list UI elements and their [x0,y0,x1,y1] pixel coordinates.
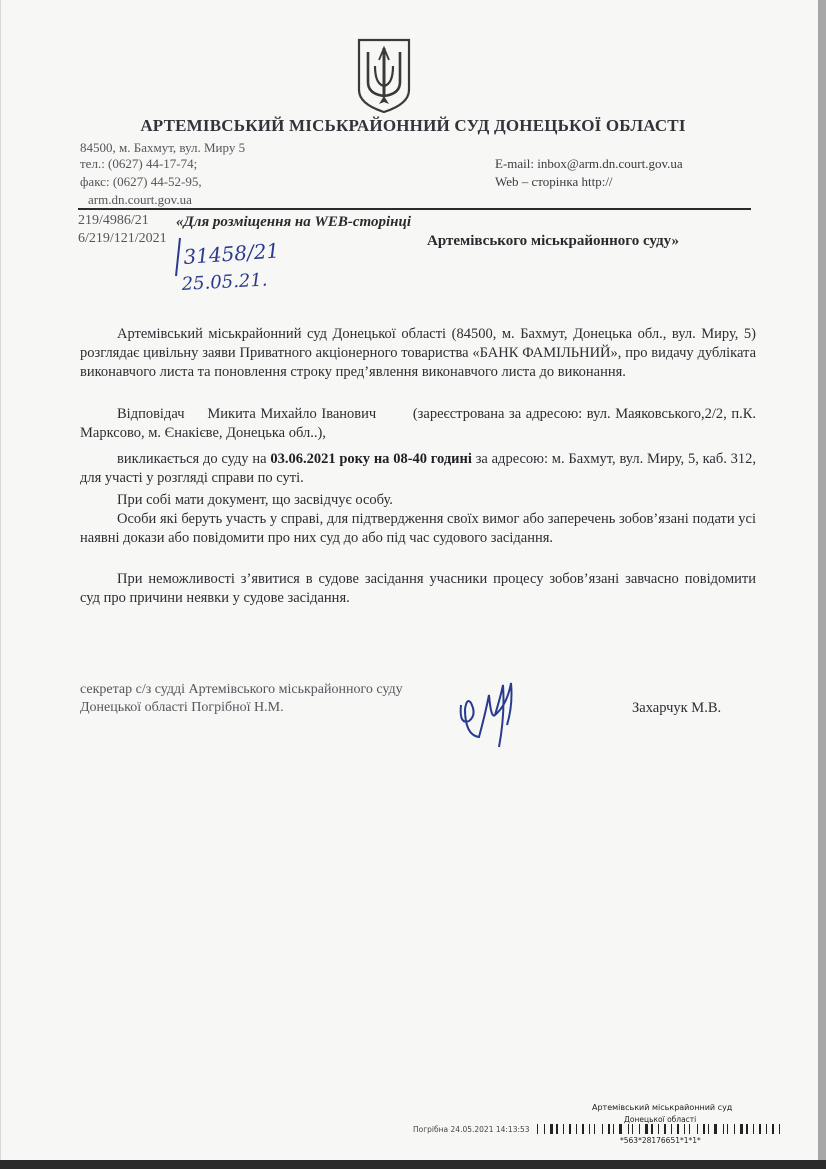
barcode-bar [740,1124,743,1134]
header-divider [78,208,751,210]
web-publication-note: «Для розміщення на WEB-сторінці [176,214,411,230]
web-publication-note-court: Артемівського міськрайонного суду» [427,233,679,249]
barcode-bar [664,1124,666,1134]
court-email: E-mail: inbox@arm.dn.court.gov.ua [495,156,683,171]
court-fax: факс: (0627) 44-52-95, [80,174,202,189]
registry-stamp-court: Артемівський міськрайонний суд [592,1103,733,1112]
barcode-bar [632,1124,633,1134]
registry-stamp-region: Донецької області [624,1115,697,1124]
registry-stamp-meta: Погрібна 24.05.2021 14:13:53 [413,1125,530,1134]
barcode-bar [589,1124,590,1134]
scan-edge-right [818,0,826,1169]
barcode-bar [582,1124,584,1134]
handwritten-number: 31458/21 [182,238,280,269]
barcode-bar [727,1124,728,1134]
paragraph-summons [80,450,756,488]
handwritten-signature-icon [455,675,525,755]
summons-text-start: викликається до суду на [117,451,271,467]
barcode-bar [556,1124,558,1134]
court-title: АРТЕМІВСЬКИЙ МІСЬКРАЙОННИЙ СУД ДОНЕЦЬКОЇ ОБЛАСТІ [140,116,686,135]
barcode-bar [569,1124,571,1134]
secretary-line-2: Донецької області Погрібної Н.М. [80,700,284,715]
signer-name: Захарчук М.В. [632,700,722,716]
barcode-bar [628,1124,629,1134]
barcode-bar [772,1124,774,1134]
barcode-bar [651,1124,653,1134]
proceeding-number: 6/219/121/2021 [78,231,167,246]
barcode-bar [723,1124,724,1134]
paragraph-respondent [80,405,756,443]
barcode-bar [746,1124,748,1134]
barcode-bar [594,1124,595,1134]
barcode-bar [714,1124,717,1134]
trident-emblem-icon [355,38,413,114]
scan-edge-left [0,0,1,1169]
barcode-bar [645,1124,648,1134]
paragraph-evidence: Особи які беруть участь у справі, для підтвердження своїх вимог або заперечень зобов’язані подати усі наявні докази або повідомити про них суд до або під час судового засідання. [80,511,756,546]
barcode-bar [684,1124,685,1134]
respondent-address: (зареєстрована за адресою: вул. Маяковського,2/2, п.К. Марксово, м. Єнакієве, Донецька обл..), [80,406,756,441]
barcode-bar [677,1124,679,1134]
registry-stamp-code: *563*28176651*1*1* [620,1136,701,1145]
barcode-bar [766,1124,767,1134]
barcode-bar [602,1124,603,1134]
secretary-line: секретар с/з судді Артемівського міськрайонного суду [80,682,403,697]
barcode-bar [544,1124,545,1134]
barcode-bar [576,1124,577,1134]
barcode-bar [734,1124,735,1134]
court-web: Web – сторінка http:// [495,174,613,189]
handwritten-date: 25.05.21. [181,269,269,295]
barcode-bar [550,1124,553,1134]
paragraph-case-description: Артемівський міськрайонний суд Донецької області (84500, м. Бахмут, Донецька обл., вул. Миру, 5) розглядає цивільну заяви Приватного акціонерного товариства «БАНК ФАМІЛЬНИЙ», про видачу дубліката виконавчого листа та поновлення строку пред’явлення виконавчого листа до виконання. [80,326,756,380]
court-site: arm.dn.court.gov.ua [88,192,192,207]
barcode-bar [689,1124,690,1134]
barcode-bar [608,1124,610,1134]
paragraph-absence: При неможливості з’явитися в судове засідання учасники процесу зобов’язані завчасно повідомити суд про причини неявки у судове засідання. [80,571,756,606]
barcode-bar [697,1124,698,1134]
court-phone: тел.: (0627) 44-17-74; [80,156,198,171]
barcode-bar [779,1124,780,1134]
barcode-bar [613,1124,614,1134]
case-number: 219/4986/21 [78,213,149,228]
barcode-bar [671,1124,672,1134]
barcode-bar [563,1124,564,1134]
barcode-bar [639,1124,640,1134]
barcode-icon [537,1124,781,1134]
respondent-name: Микита Михайло Іванович [207,406,377,422]
barcode-bar [658,1124,659,1134]
paragraph-id-document: При собі мати документ, що засвідчує особу. [117,492,393,508]
barcode-bar [703,1124,705,1134]
court-address: 84500, м. Бахмут, вул. Миру 5 [80,140,246,155]
scan-edge-bottom [0,1160,826,1169]
handwritten-registration [170,236,290,296]
barcode-bar [708,1124,709,1134]
summons-text-end: за адресою: м. Бахмут, вул. Миру, 5, каб. 312, для участі у розгляді справи по суті. [80,451,757,486]
barcode-bar [753,1124,754,1134]
respondent-label: Відповідач [117,406,185,422]
barcode-bar [759,1124,761,1134]
barcode-bar [619,1124,622,1134]
barcode-bar [537,1124,538,1134]
hearing-datetime: 03.06.2021 року на 08-40 годині [270,451,472,467]
